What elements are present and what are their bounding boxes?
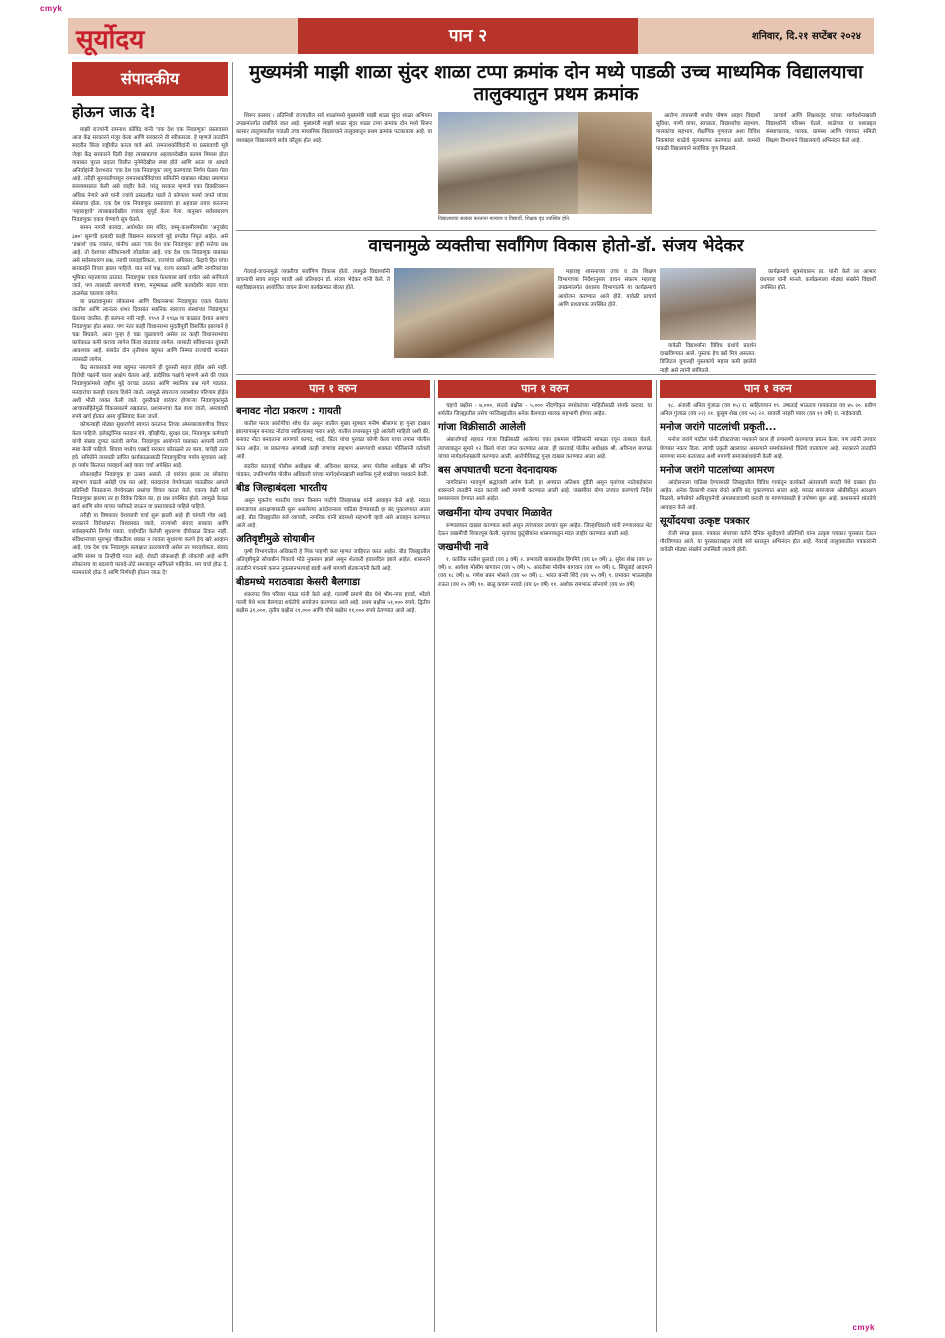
second-story-col3 bbox=[660, 342, 756, 374]
lead-photo-caption: विद्यालयाचा सत्कार करताना मान्यवर व विद्यार्थी, शिक्षक वृंद उपस्थित होते. bbox=[438, 216, 571, 222]
second-photo-main bbox=[394, 268, 554, 358]
second-text: महाराष्ट्र शासनाच्या उच्च व तंत्र शिक्षण विभागाच्या निर्देशानुसार वाचन संकल्प महाराष्ट्र उपक्रमांतर्गत ग्रंथालय विभागातर्फे या कार्यक्रमाचे आयोजन करण्यात आले होते. यावेळी प्राचार्य आणि प्राध्यापक उपस्थित होते. bbox=[558, 269, 656, 308]
lead-headline: मुख्यमंत्री माझी शाळा सुंदर शाळा टप्पा क्रमांक दोन मध्ये पाडळी उच्च माध्यमिक विद्यालयाचा तालुक्यातुन प्रथम क्रमांक bbox=[249, 62, 863, 105]
continued-column-3 bbox=[660, 402, 876, 1332]
body-text: शंकरपट मित्र परिवार मंडळ यांनी केले आहे. गतवर्षी प्रमाणे बीड येथे भीम-नगर हावर्ड, भोंडवे गल्ली येथे भव्य बैलगाडा शर्यतीचे आयोजन करण्यात आले आहे. प्रथम बक्षीस ५१,००० रुपये, द्वितीय बक्षीस ३१,०००, तृतीय बक्षीस २१,००० आणि चौथे बक्षीस ११,००० रुपये ठेवण्यात आले आहे. bbox=[236, 591, 430, 615]
editorial-body bbox=[72, 126, 228, 1322]
subhead: अतिवृष्टीमुळे सोयाबीन bbox=[236, 534, 315, 546]
subhead: गांजा विक्रीसाठी आलेली bbox=[438, 422, 526, 434]
dateline: शनिवार, दि.२१ सप्टेंबर २०२४ bbox=[751, 31, 861, 42]
subhead: बीड जिल्हाबंदला भारतीय bbox=[236, 483, 328, 495]
continued-banner-2: पान १ वरुन bbox=[438, 380, 652, 398]
column-rule-mid2 bbox=[656, 380, 657, 1332]
lead-photo-side bbox=[578, 112, 652, 214]
editorial-headline: होऊन जाऊ दे! bbox=[72, 103, 156, 121]
body-text: १. कार्तिक सतीश कुलाडे (वय ३ वर्षे) २. प्रभावती बाबासाहेब हिंगमिरे (वय ६० वर्षे) ३. सुरेश शेख (वय ६० वर्षे) ४. आयेशा मोसीम बागवान (वय ५ वर्षे) ५. आरतीसा मोसीम बागवान (वय २० वर्षे) ६. सिंधूताई आदमाने (वय १८ वर्षे) ७. गणेश बबन भोसले (वय ५० वर्षे) ८. भारत बन्सी शिंदे (वय ५५ वर्षे) ९. प्रभाकर भाऊसाहेब राऊत (वय २५ वर्षे) १०. बाळू कचरू नरवडे (वय ६० वर्षे) ११. अशोक रामभाऊ सोनवणे (वय ४० वर्षे) bbox=[438, 557, 652, 588]
subhead: मनोज जरांगे पाटलांच्या आमरण bbox=[660, 465, 775, 477]
body-text: मनोज जरांगे पाटील यांनी डॉक्टरांच्या पथकाने काल ही तपासणी करण्याचा प्रयत्न केला. पण त्यांनी उपचार घेण्यास नकार दिला. त्यांची प्रकृती खालावत असल्याने समर्थकांमध्ये चिंतेचे वातावरण आहे. सरकारने तातडीने मागण्या मान्य कराव्यात अशी मागणी समाजबांधवांनी केली आहे. bbox=[660, 437, 876, 460]
story-divider-2 bbox=[236, 374, 876, 375]
body-text: रोजी संपन्न झाला. पत्रकार संघाच्या वतीने दैनिक सूर्योदयचे प्रतिनिधी यांना उत्कृष्ट पत्रकार पुरस्कार देऊन गौरविण्यात आले. या पुरस्काराबद्दल त्यांचे सर्व स्तरातून अभिनंदन होत आहे. गेवराई तालुक्यातील पत्रकारांनी यावेळी मोठ्या संख्येने उपस्थिती लावली होती. bbox=[660, 530, 876, 554]
lead-story-col4 bbox=[766, 112, 876, 224]
subhead: बीडमध्ये मराठवाडा केसरी बैलगाडा bbox=[236, 576, 360, 588]
second-story-col1 bbox=[236, 268, 390, 368]
cmyk-mark-bottom: cmyk bbox=[852, 1323, 875, 1332]
body-text: चहाचे बक्षीस - ७,०००, सातवे बक्षीस - ५,००० नोंदणीकृत स्पर्धकांच्या माहितीसाठी संपर्क करावा. या शर्यतीत जिल्ह्यातील तसेच परजिल्ह्यातील अनेक बैलगाडा मालक सहभागी होणार आहेत. bbox=[438, 403, 652, 418]
editorial-paragraph: कोणत्याही मोठ्या सुधारणेचे स्वागत करताना तिच्या अंमलबजावणीचा विचार केला पाहिजे. इलेक्ट्रॉनिक मतदान यंत्रे, व्हीव्हीपॅट, सुरक्षा दल, निवडणूक कर्मचारी यांची संख्या दुप्पट करावी लागेल. निवडणूक आयोगाने याबाबत आपली तयारी स्पष्ट केली पाहिजे. शिवाय मध्येच एखादे सरकार कोसळले तर काय, याचेही उत्तर हवे. समितीने त्यासाठी उर्वरित कार्यकाळासाठी निवडणुकीचा पर्याय सुचवला आहे. हा पर्याय कितपत व्यवहार्य आहे यावर चर्चा अपेक्षित आहे. bbox=[72, 422, 228, 470]
continued-banner-3: पान १ वरुन bbox=[660, 380, 876, 398]
second-photo-side bbox=[660, 268, 756, 340]
editorial-paragraph: समान नागरी कायदा, अयोध्येत राम मंदिर, जम्मू-काश्मीरमधील 'अनुच्छेद ३७०' सुरूची इत्यादी काही विद्यमान सरकारचे मुद्दे प्रगतीत निघृत आहेत. असे 'प्रश्नार्थ' एक ज्वलंत, यांनीच आता 'एक देश एक निवडणूक' हाही सत्तेचा प्रश्न आहे. तो देशाच्या संविधानाशी जोडलेला आहे. एक देश एक निवडणूक याबाबत असे सर्वसाधारण प्रश्न, त्याची व्यावहारिकता, राज्यांचा अधिकार, केंद्राचे हित यांचा बारकाईने विचार झाला पाहिजे. यात सर्व पक्ष, राज्य सरकारे आणि नागरिकांच्या भूमिका महत्त्वाच्या ठरतात. निवडणुका एकत्र घेतल्यास खर्च वाचेल असे सांगितले जाते, पण त्यासाठी लागणारी यंत्रणा, मनुष्यबळ आणि कायदेशीर बदल याचा ताळमेळ घालावा लागेल. bbox=[72, 225, 228, 298]
body-text: सदरील कारवाई पोलीस अधीक्षक श्री. अविनाश बारगळ, अपर पोलीस अधीक्षक श्री सचिन पांडकर, उपविभागीय पोलीस अधिकारी यांच्या मार्गदर्शनाखाली स्थानिक गुन्हे शाखेच्या पथकाने केली. bbox=[236, 464, 430, 479]
second-text: यावेळी विद्यार्थ्यांना विविध ग्रंथांचे प्रदर्शन दाखविण्यात आले. पुस्तक हेच खरे मित्र असतात. डिजिटल युगातही पुस्तकांचे महत्त्व कमी झालेले नाही असे त्यांनी सांगितले. bbox=[660, 343, 756, 374]
body-text: कृषी विभागातील अधिकारी हे पिक पाहणी करा म्हणत जाहिरात करत आहेत. बीड जिल्ह्यातील अतिवृष्टीमुळे सोयाबीन पिकाचे मोठे नुकसान झाले असून शेतकरी हवालदिल झाले आहेत. शासनाने तातडीने पंचनामे करून नुकसानभरपाई द्यावी अशी मागणी शेतकऱ्यांनी केली आहे. bbox=[236, 549, 430, 572]
body-text: १८. अंजली अनिल गुंजाळ (वय १५) रा. साहित्यपान १९. उषाताई भाऊराव गायकवाड वय ४५ २०. प्रवीण अनिल गुंजाळ (वय २२) २१. कुसुम शेख (वय ५५) २२. सावली नरहरी पवार (वय १९ वर्षे) रा. नाईकवाडी. bbox=[660, 403, 876, 418]
lead-text: प्राचार्य आणि शिक्षकवृंद यांच्या मार्गदर्शनाखाली विद्यार्थ्यांनी परिश्रम घेतले. शाळेच्या या यशाबद्दल संस्थाचालक, पालक, ग्रामस्थ आणि पंचायत समिती शिक्षण विभागाने विद्यालयाचे अभिनंदन केले आहे. bbox=[766, 113, 876, 144]
second-story-col2 bbox=[558, 268, 656, 368]
body-text: असून मुकतेच भारतीय जवान किसान पार्टीचे जिल्हाध्यक्ष यांनी आवाहन केले आहे. मराठा समाजाच्या आरक्षणासाठी सुरू असलेल्या आंदोलनाला पाठिंबा देण्यासाठी हा बंद पुकारण्यात आला आहे. बीड जिल्ह्यातील सर्व व्यापारी, नागरिक यांनी बंदमध्ये सहभागी व्हावे असे आवाहन करण्यात आले आहे. bbox=[236, 498, 430, 530]
subhead: बस अपघातची घटना वेदनादायक bbox=[438, 465, 557, 477]
continued-banner-1: पान १ वरुन bbox=[236, 380, 430, 398]
body-text: आंदोलनाला पाठिंबा देण्यासाठी जिल्ह्यातील विविध गावांतून कार्यकर्ते अंतरवाली सराटी येथे दाखल होत आहेत. अनेक ठिकाणी रास्ता रोको आणि बंद पुकारण्यात आला आहे. मराठा समाजाला ओबीसीतून आरक्षण मिळावे, सगेसोयरे अधिसूचनेची अंमलबजावणी करावी या मागण्यांसाठी हे उपोषण सुरू आहे. प्रशासनाने शांततेचे आवाहन केले आहे. bbox=[660, 480, 876, 511]
body-text: यातील फरार आरोपींचा शोध घेत असून यातील मुख्य सूत्रधार मनीष श्रीसागर हा गुन्हा दाखल झाल्यापासून बनावट नोटांचा साहित्यासह फरार आहे. यातील तपासातून पुढे आलेली माहिती अशी की, बनावट नोटा बनवताना लागणारे कागद, शाई, प्रिंटर यांचा पुरवठा कोणी केला याचा तपास पोलीस करत आहेत. या प्रकरणात आणखी काही जणांचा सहभाग असण्याची शक्यता पोलिसांनी वर्तवली आहे. bbox=[236, 421, 430, 460]
body-text: रुग्णालयात दाखल करण्यात आले असून त्यांच्यावर उपचार सुरू आहेत. जिल्हाधिकारी यांनी रुग्णालयात भेट देऊन जखमींची विचारपूस केली. मृतांच्या कुटुंबीयांना शासनाकडून मदत जाहीर करण्यात आली आहे. bbox=[438, 522, 652, 537]
subhead: जखमींना योग्य उपचार मिळावेत bbox=[438, 507, 552, 519]
continued-column-2 bbox=[438, 402, 652, 1332]
lead-photo-main bbox=[438, 112, 578, 214]
column-rule-left bbox=[232, 62, 233, 1332]
second-headline: वाचनामुळे व्यक्तीचा सर्वांगिण विकास होतो-डॉ. संजय भेदेकर bbox=[368, 236, 744, 256]
continued-column-1 bbox=[236, 402, 430, 1332]
lead-text: आरोग्य तपासणी शालेय पोषण आहार विद्यार्थी सुविधा, पाणी वापर, स्वच्छता, विद्यार्थ्यांचा सहभाग, पालकांचा सहभाग, शैक्षणिक गुणवत्ता अशा विविध निकषांवर शाळेचे मूल्यमापन करण्यात आले. यामध्ये पाडळी विद्यालयाने सर्वाधिक गुण मिळवले. bbox=[656, 113, 760, 152]
page-number-box: पान २ bbox=[298, 18, 638, 54]
body-text: नागरिकांना भावपूर्ण श्रद्धांजली अर्पण केली. हा अपघात अतिशय दुर्दैवी असून मृतांच्या नातेवाईकांना शासनाने तातडीने मदत करावी अशी मागणी करण्यात आली आहे. जखमींवर योग्य उपचार करण्याचे निर्देश प्रशासनाला देण्यात आले आहेत. bbox=[438, 480, 652, 503]
subhead: सूर्योदयचा उत्कृष्ट पत्रकार bbox=[660, 515, 750, 527]
subhead: जखमीची नावे bbox=[438, 542, 489, 554]
subhead: बनावट नोटा प्रकरण : गायती bbox=[236, 406, 342, 417]
second-text: गेवराई-वाचनामुळे व्यक्तीचा सर्वांगिण विकास होतो. त्यामुळे विद्यार्थ्यांनी वाचनाची सवय लावून घ्यावी असे प्रतिपादन डॉ. संजय भेदेकर यांनी केले. ते महाविद्यालयात आयोजित वाचन प्रेरणा कार्यक्रमात बोलत होते. bbox=[236, 269, 390, 292]
editorial-label: संपादकीय bbox=[72, 62, 228, 96]
editorial-paragraph: लोकशाहीत निवडणूक हा उत्सव असतो. तो वारंवार झाला तर लोकांचा सहभाग वाढतो असेही एक मत आहे. मतदारांना वेगवेगळ्या पातळीवर आपले प्रतिनिधी निवडताना वेगवेगळ्या प्रश्नांचा विचार करता येतो. एकाच वेळी सर्व निवडणुका झाल्या तर हा विवेक टिकेल का, हा प्रश्न उपस्थित होतो. त्यामुळे केवळ खर्च आणि सोय याच्या पलीकडे जाऊन या प्रस्तावाकडे पाहिले पाहिजे. bbox=[72, 471, 228, 511]
editorial-paragraph: माझी राज्यांनी रामनाथ कोविंद यांनी 'एक देश एक निवडणूक' प्रस्तावाला आज केंद्र सरकारने मंजूर केला आणि सरकारने ती स्वीकारला. हे म्हणजे तातडीने सादरीत किंवा राष्ट्रीयीत करता यावे असे. रामनाथकोविंदांनी या प्रस्तावाची सूत्रे जेव्हा केंद्र सरकारने दिली तेव्हा त्याबाबतचा अहवालदेखील कायम मिमास होता याबाबत पूरता प्रदाता विलीत नूनेमेदेखील स्पष्ट होते आणि आता या आधारे अनिर्वाहांनी देशभरात 'एक देश एक निवडणूक' लागू करण्याचा निर्णय घेतला गेला आहे. तरीही सुरुवातीपासून रामनाथकोविंदांच्या समितीने याबाबत मोठ्या प्रमाणात सल्लामसलत केली असे जाहीर केले. परंतु सरकार म्हणजे एका डिक्कीवरून अधिक नेणारे असे यांनी ज्यांचे ठसठशीत पडले ते कोणत्या फार्मा जपते यांच्या संबंधाचा होता. एक देश एक निवडणूक प्रस्तावाचा हा अहवाल तयार करताना 'महाराष्ट्राचे' त्याबाबतदेखील ज्याला सुपूर्द केला गेला. यानुसार सर्वसाधारण निवडणुका एकत्र घेण्याचे सूत्र घेतले. bbox=[72, 127, 228, 224]
second-story-col4 bbox=[760, 268, 876, 368]
editorial-paragraph: तरीही या विषयावर देशव्यापी चर्चा सुरू झाली आहे ही चांगली गोष्ट आहे. सरकारने विरोधकांना विश्वासात घ्यावे, राज्यांशी संवाद साधावा आणि सर्वसहमतीने निर्णय घ्यावा. घाईगर्दीत केलेली सुधारणा दीर्घकाळ टिकत नाही. संविधानाच्या मूलभूत चौकटीला धक्का न लावता सुधारणा करणे हेच खरे आव्हान आहे. एक देश एक निवडणूक प्रत्यक्षात उतरवायची असेल तर पारदर्शकता, संवाद आणि संयम या तिन्हींची गरज आहे. शेवटी लोकशाही ही लोकांची आहे आणि लोकांनाच या बदलाचे फायदे-तोटे समजावून सांगितले पाहिजेत. मग चर्चा होऊ दे, मतमतांतरे होऊ दे आणि निर्णयही होऊन जाऊ दे! bbox=[72, 512, 228, 576]
editorial-paragraph: केंद्र सरकारकडे स्पष्ट बहुमत नसल्याने ही दुरुस्ती सहज होईल असे नाही. विरोधी पक्षांनी याला आक्षेप घेतला आहे. प्रादेशिक पक्षांचे म्हणणे असे की एकत्र निवडणुकांमध्ये राष्ट्रीय मुद्दे वरचढ ठरतात आणि स्थानिक प्रश्न मागे पडतात. मतदारांचा कलही एकाच दिशेने जातो. त्यामुळे संघराज्य व्यवस्थेवर परिणाम होईल अशी भीती व्यक्त केली जाते. दुसरीकडे वारंवार होणाऱ्या निवडणुकांमुळे आचारसंहितेमुळे विकासकामे रखडतात, प्रशासनाचा वेळ वाया जातो, अब्जावधी रुपये खर्च होतात असा युक्तिवाद केला जातो. bbox=[72, 364, 228, 421]
lead-story-col1 bbox=[236, 112, 432, 224]
cmyk-mark-top: cmyk bbox=[40, 4, 63, 13]
second-text: कार्यक्रमाचे सूत्रसंचालन प्रा. यांनी केले तर आभार ग्रंथपाल यांनी मानले. कार्यक्रमाला मोठ्या संख्येने विद्यार्थी उपस्थित होते. bbox=[760, 269, 876, 292]
editorial-paragraph: या प्रस्तावानुसार लोकसभा आणि विधानसभा निवडणुका एकत्र घेतल्या जातील आणि त्यानंतर शंभर दिवसांत स्थानिक स्वराज्य संस्थांच्या निवडणुका घेतल्या जातील. ही कल्पना नवी नाही. १९५१ ते १९६७ या काळात देशात अशाच निवडणुका होत असत. पण नंतर काही विधानसभा मुदतीपूर्वी विसर्जित झाल्याने हे चक्र बिघडले. आता पुन्हा हे चक्र जुळवायचे असेल तर काही विधानसभांचा कार्यकाळ कमी करावा लागेल किंवा वाढवावा लागेल. यासाठी संविधानात दुरुस्ती आवश्यक आहे. संसदेत दोन तृतीयांश बहुमत आणि निम्म्या राज्यांची मान्यता त्यासाठी लागेल. bbox=[72, 299, 228, 363]
lead-text: शिरूर कासार । प्रतिनिधी राज्यातील सर्व शाळांमध्ये मुख्यमंत्री माझी शाळा सुंदर शाळा अभियान उपक्रमांतर्गत राबविले जात आहे. मुख्यमंत्री माझी शाळा सुंदर शाळा टप्पा क्रमांक दोन मध्ये शिरूर कासार तालुक्यातील पाडळी उच्च माध्यमिक विद्यालयाने तालुक्यातून प्रथम क्रमांक पटकावला आहे. या यशाबद्दल विद्यालयाचे सर्वत्र कौतुक होत आहे. bbox=[236, 113, 432, 144]
top-bar bbox=[0, 0, 945, 16]
newspaper-logo: सूर्योदय bbox=[76, 25, 145, 55]
subhead: मनोज जरांगे पाटलांची प्रकृती... bbox=[660, 422, 777, 434]
column-rule-mid1 bbox=[434, 380, 435, 1332]
story-divider-1 bbox=[236, 230, 876, 231]
body-text: अंबाजोगाई शहरात गांजा विक्रीसाठी आलेल्या एका इसमास पोलिसांनी सापळा रचून ताब्यात घेतले. त्याच्याकडून सुमारे १२ किलो गांजा जप्त करण्यात आला. ही कारवाई पोलीस अधीक्षक श्री. अविनाश बारगळ यांच्या मार्गदर्शनाखाली करण्यात आली. आरोपीविरुद्ध गुन्हा दाखल करण्यात आला आहे. bbox=[438, 437, 652, 460]
lead-story-col3 bbox=[656, 112, 760, 224]
